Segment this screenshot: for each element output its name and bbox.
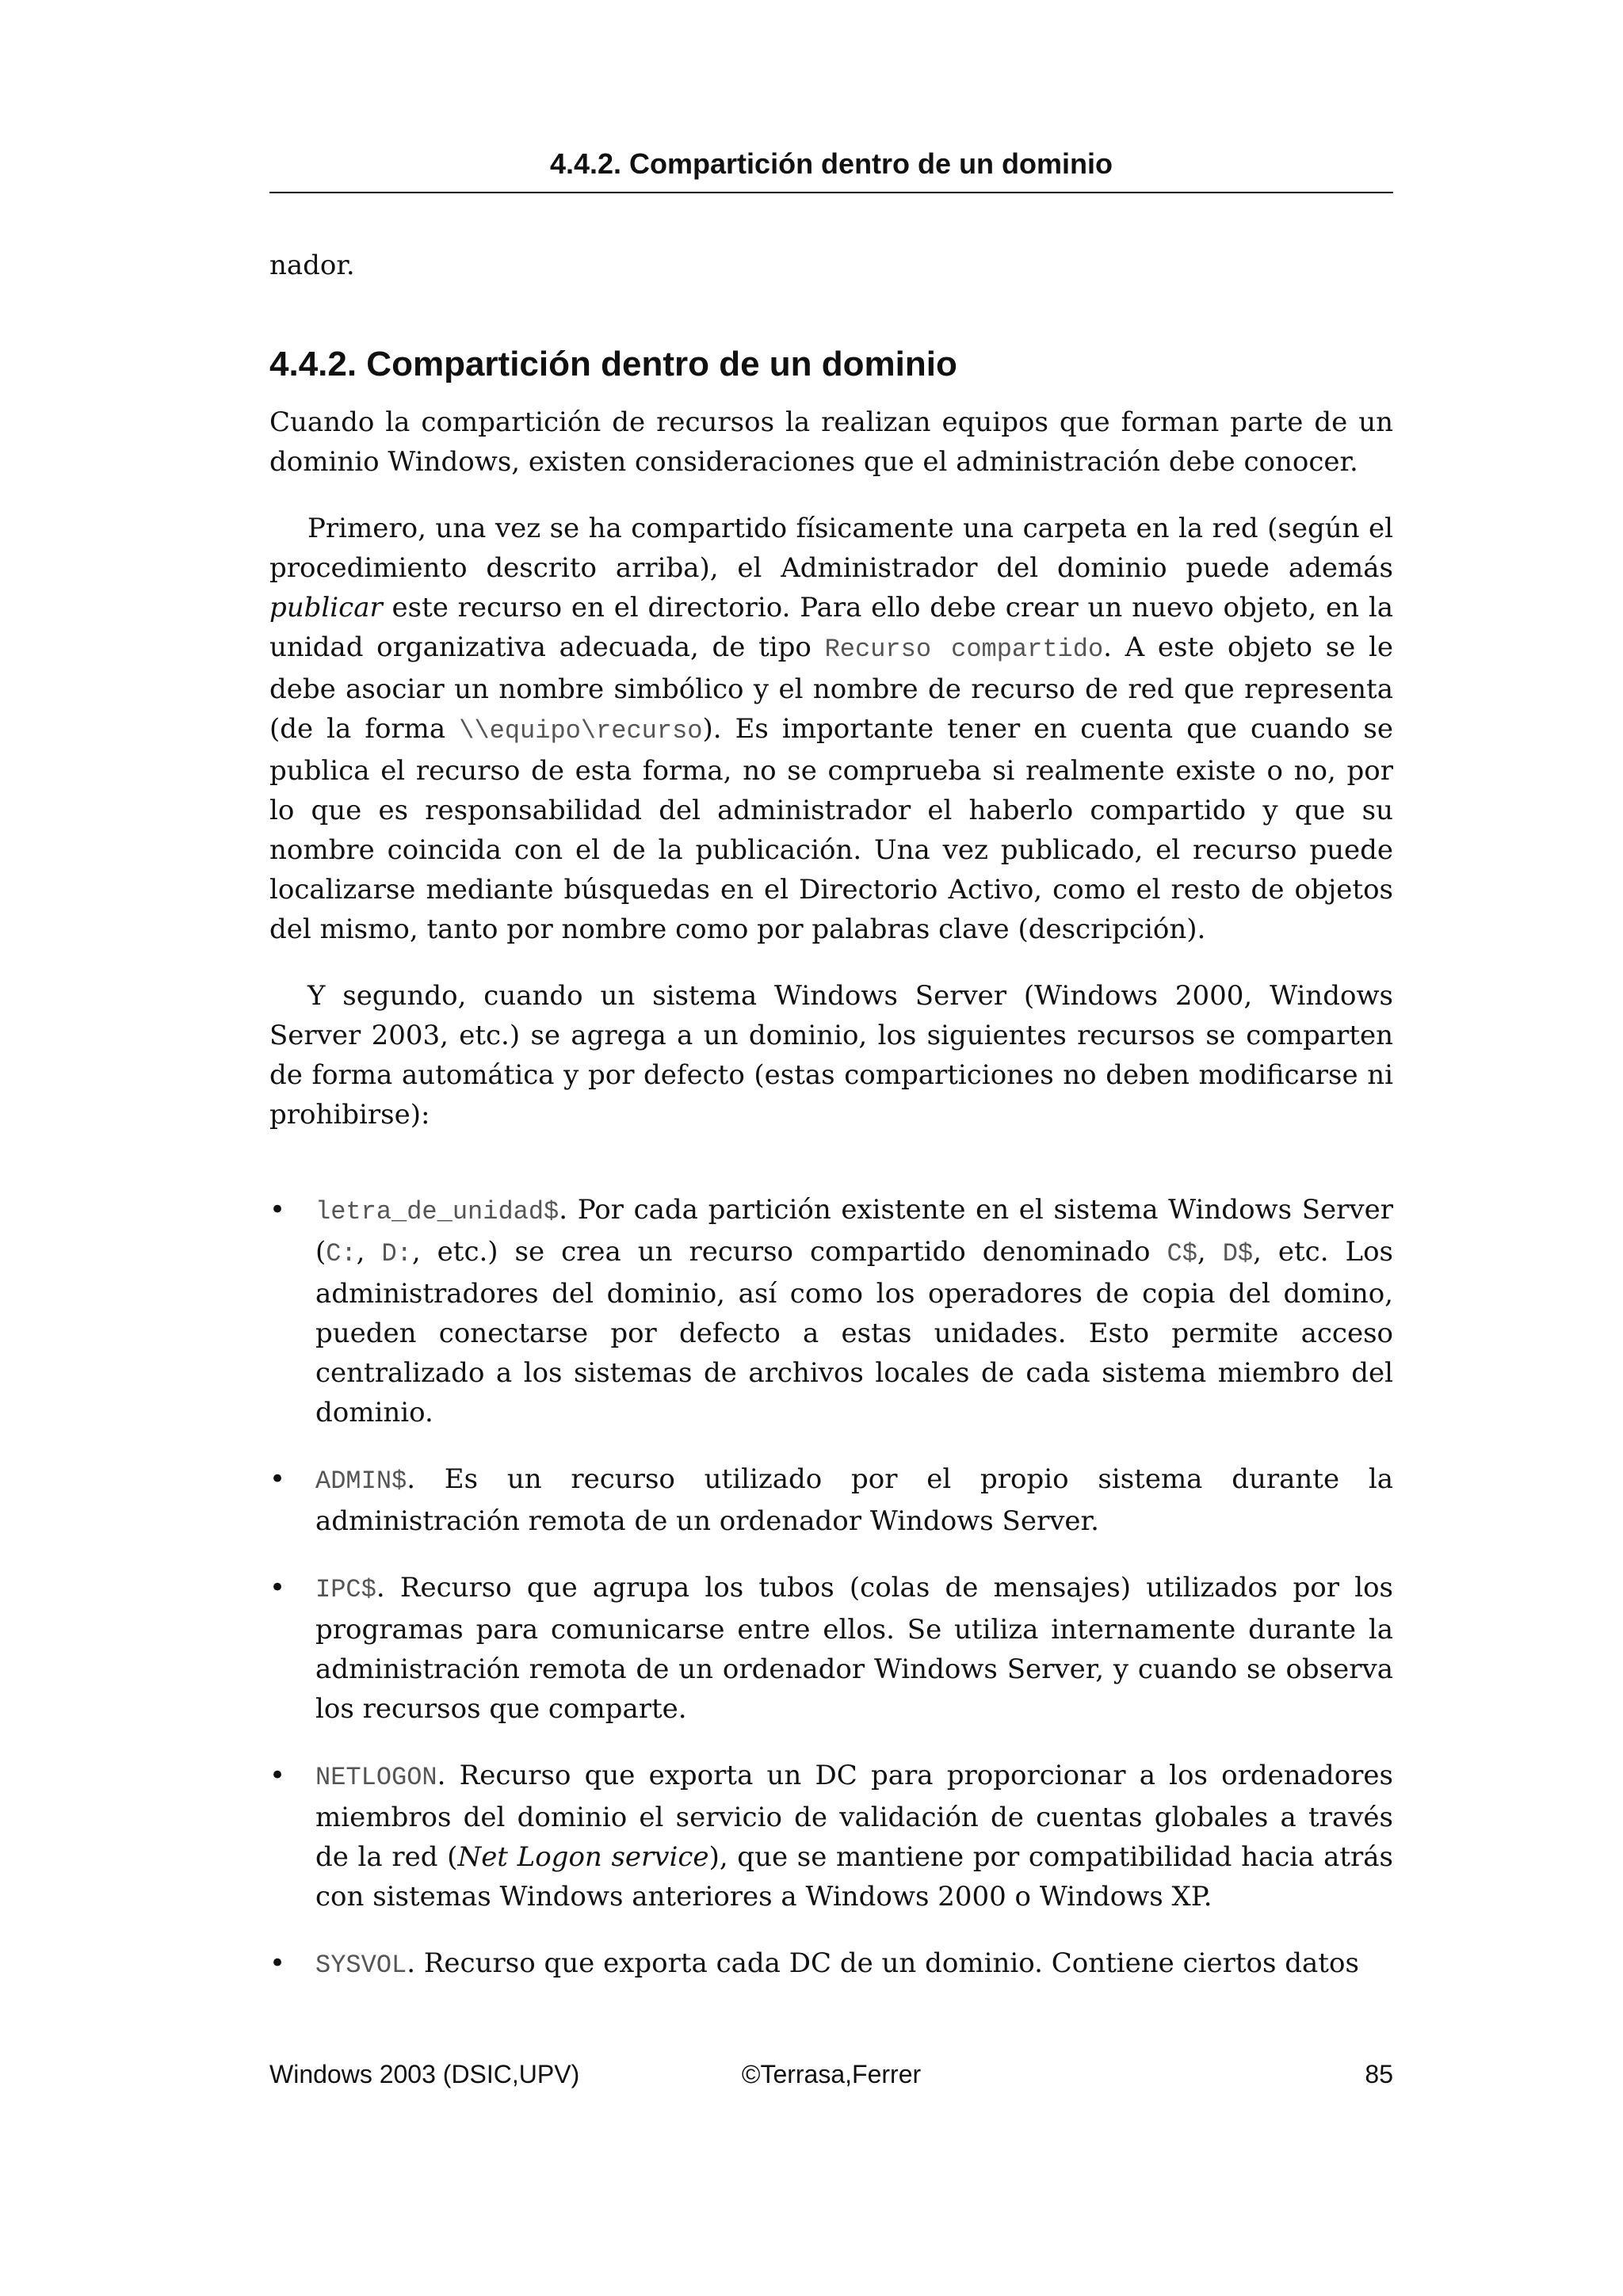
item-text: , bbox=[356, 1236, 382, 1268]
list-item bbox=[269, 1943, 1393, 1985]
code-netlogon-share: NETLOGON bbox=[315, 1763, 437, 1792]
bullet-icon: • bbox=[269, 1947, 286, 1979]
item-text: , etc.) se crea un recurso compartido denominado bbox=[411, 1236, 1167, 1268]
page-number: 85 bbox=[1365, 2060, 1393, 2088]
p1-code-recurso-compartido: Recurso compartido bbox=[824, 635, 1104, 664]
paragraph-default-shares: Y segundo, cuando un sistema Windows Server (Windows 2000, Windows Server 2003, etc.) se agrega a un dominio, los siguientes recursos se comparten de forma automática y por defecto (estas comparticiones no deben modificarse ni prohibirse): bbox=[269, 980, 1393, 1131]
code-d-share: D$ bbox=[1222, 1239, 1254, 1268]
footer-center: ©Terrasa,Ferrer bbox=[741, 2060, 922, 2088]
bullet-icon: • bbox=[269, 1194, 286, 1226]
item-text: , bbox=[1197, 1236, 1223, 1268]
p1-code-unc-path: \\equipo\recurso bbox=[459, 716, 703, 746]
code-d-drive: D: bbox=[381, 1239, 412, 1268]
bullet-icon: • bbox=[269, 1463, 286, 1495]
page-footer bbox=[269, 2060, 1393, 2100]
code-c-share: C$ bbox=[1167, 1239, 1197, 1268]
list-item bbox=[269, 1568, 1393, 1729]
item-text: . Es un recurso utilizado por el propio sistema durante la administración remota de un ordenador Windows Server. bbox=[315, 1463, 1393, 1537]
default-shares-list bbox=[269, 1190, 1393, 1985]
section-title: 4.4.2. Compartición dentro de un dominio bbox=[269, 345, 957, 383]
footer-left: Windows 2003 (DSIC,UPV) bbox=[269, 2060, 580, 2088]
list-item bbox=[269, 1190, 1393, 1432]
list-item bbox=[269, 1756, 1393, 1917]
list-item bbox=[269, 1459, 1393, 1541]
running-header bbox=[269, 147, 1393, 193]
code-c-drive: C: bbox=[326, 1239, 357, 1268]
p1-text-a: Primero, una vez se ha compartido físicamente una carpeta en la red (según el procedimiento descrito arriba), el Administrador del dominio puede además bbox=[269, 513, 1393, 584]
item-text: . Recurso que exporta un DC para proporcionar a los ordenadores miembros del dominio el servicio de validación de cuentas globales a través de la red ( bbox=[315, 1760, 1393, 1873]
emphasis-net-logon-service: Net Logon service bbox=[457, 1841, 709, 1873]
code-ipc-share: IPC$ bbox=[315, 1575, 376, 1604]
page-content bbox=[269, 238, 1393, 2012]
item-text: ), que se mantiene por compatibilidad hacia atrás con sistemas Windows anteriores a Windows 2000 o Windows XP. bbox=[315, 1841, 1393, 1913]
p1-text-c: . A este objeto se le debe asociar un nombre simbólico y el nombre de recurso de red que representa (de la forma bbox=[269, 631, 1393, 745]
p1-emphasis-publicar: publicar bbox=[269, 592, 383, 624]
bullet-icon: • bbox=[269, 1760, 286, 1791]
item-text: , etc. Los administradores del dominio, así como los operadores de copia del domino, pueden conectarse por defecto a estas unidades. Esto permite acceso centralizado a los sistemas de archivos locales de cada sistema miembro del dominio. bbox=[315, 1236, 1393, 1428]
item-text: . Recurso que agrupa los tubos (colas de mensajes) utilizados por los programas para comunicarse entre ellos. Se utiliza internamente durante la administración remota de un ordenador Windows Server, y cuando se observa los recursos que comparte. bbox=[315, 1572, 1393, 1725]
bullet-icon: • bbox=[269, 1572, 286, 1604]
paragraph-publish bbox=[269, 509, 1393, 949]
item-text: . Por cada partición existente en el sistema Windows Server ( bbox=[315, 1194, 1393, 1268]
code-admin-share: ADMIN$ bbox=[315, 1466, 407, 1496]
code-letra-de-unidad: letra_de_unidad$ bbox=[315, 1197, 559, 1226]
continuation-text: nador. bbox=[269, 250, 355, 281]
item-text: . Recurso que exporta cada DC de un dominio. Contiene ciertos datos bbox=[407, 1947, 1359, 1979]
p1-text-b: este recurso en el directorio. Para ello debe crear un nuevo objeto, en la unidad organizativa adecuada, de tipo bbox=[269, 592, 1393, 663]
code-sysvol-share: SYSVOL bbox=[315, 1951, 407, 1980]
running-header-title: 4.4.2. Compartición dentro de un dominio bbox=[549, 147, 1113, 180]
p1-text-d: ). Es importante tener en cuenta que cuando se publica el recurso de esta forma, no se comprueba si realmente existe o no, por lo que es responsabilidad del administrador el haberlo compartido y que su nombre coincida con el de la publicación. Una vez publicado, el recurso puede localizarse mediante búsquedas en el Directorio Activo, como el resto de objetos del mismo, tanto por nombre como por palabras clave (descripción). bbox=[269, 713, 1393, 945]
intro-paragraph: Cuando la compartición de recursos la realizan equipos que forman parte de un dominio Windows, existen consideraciones que el administración debe conocer. bbox=[269, 406, 1393, 478]
